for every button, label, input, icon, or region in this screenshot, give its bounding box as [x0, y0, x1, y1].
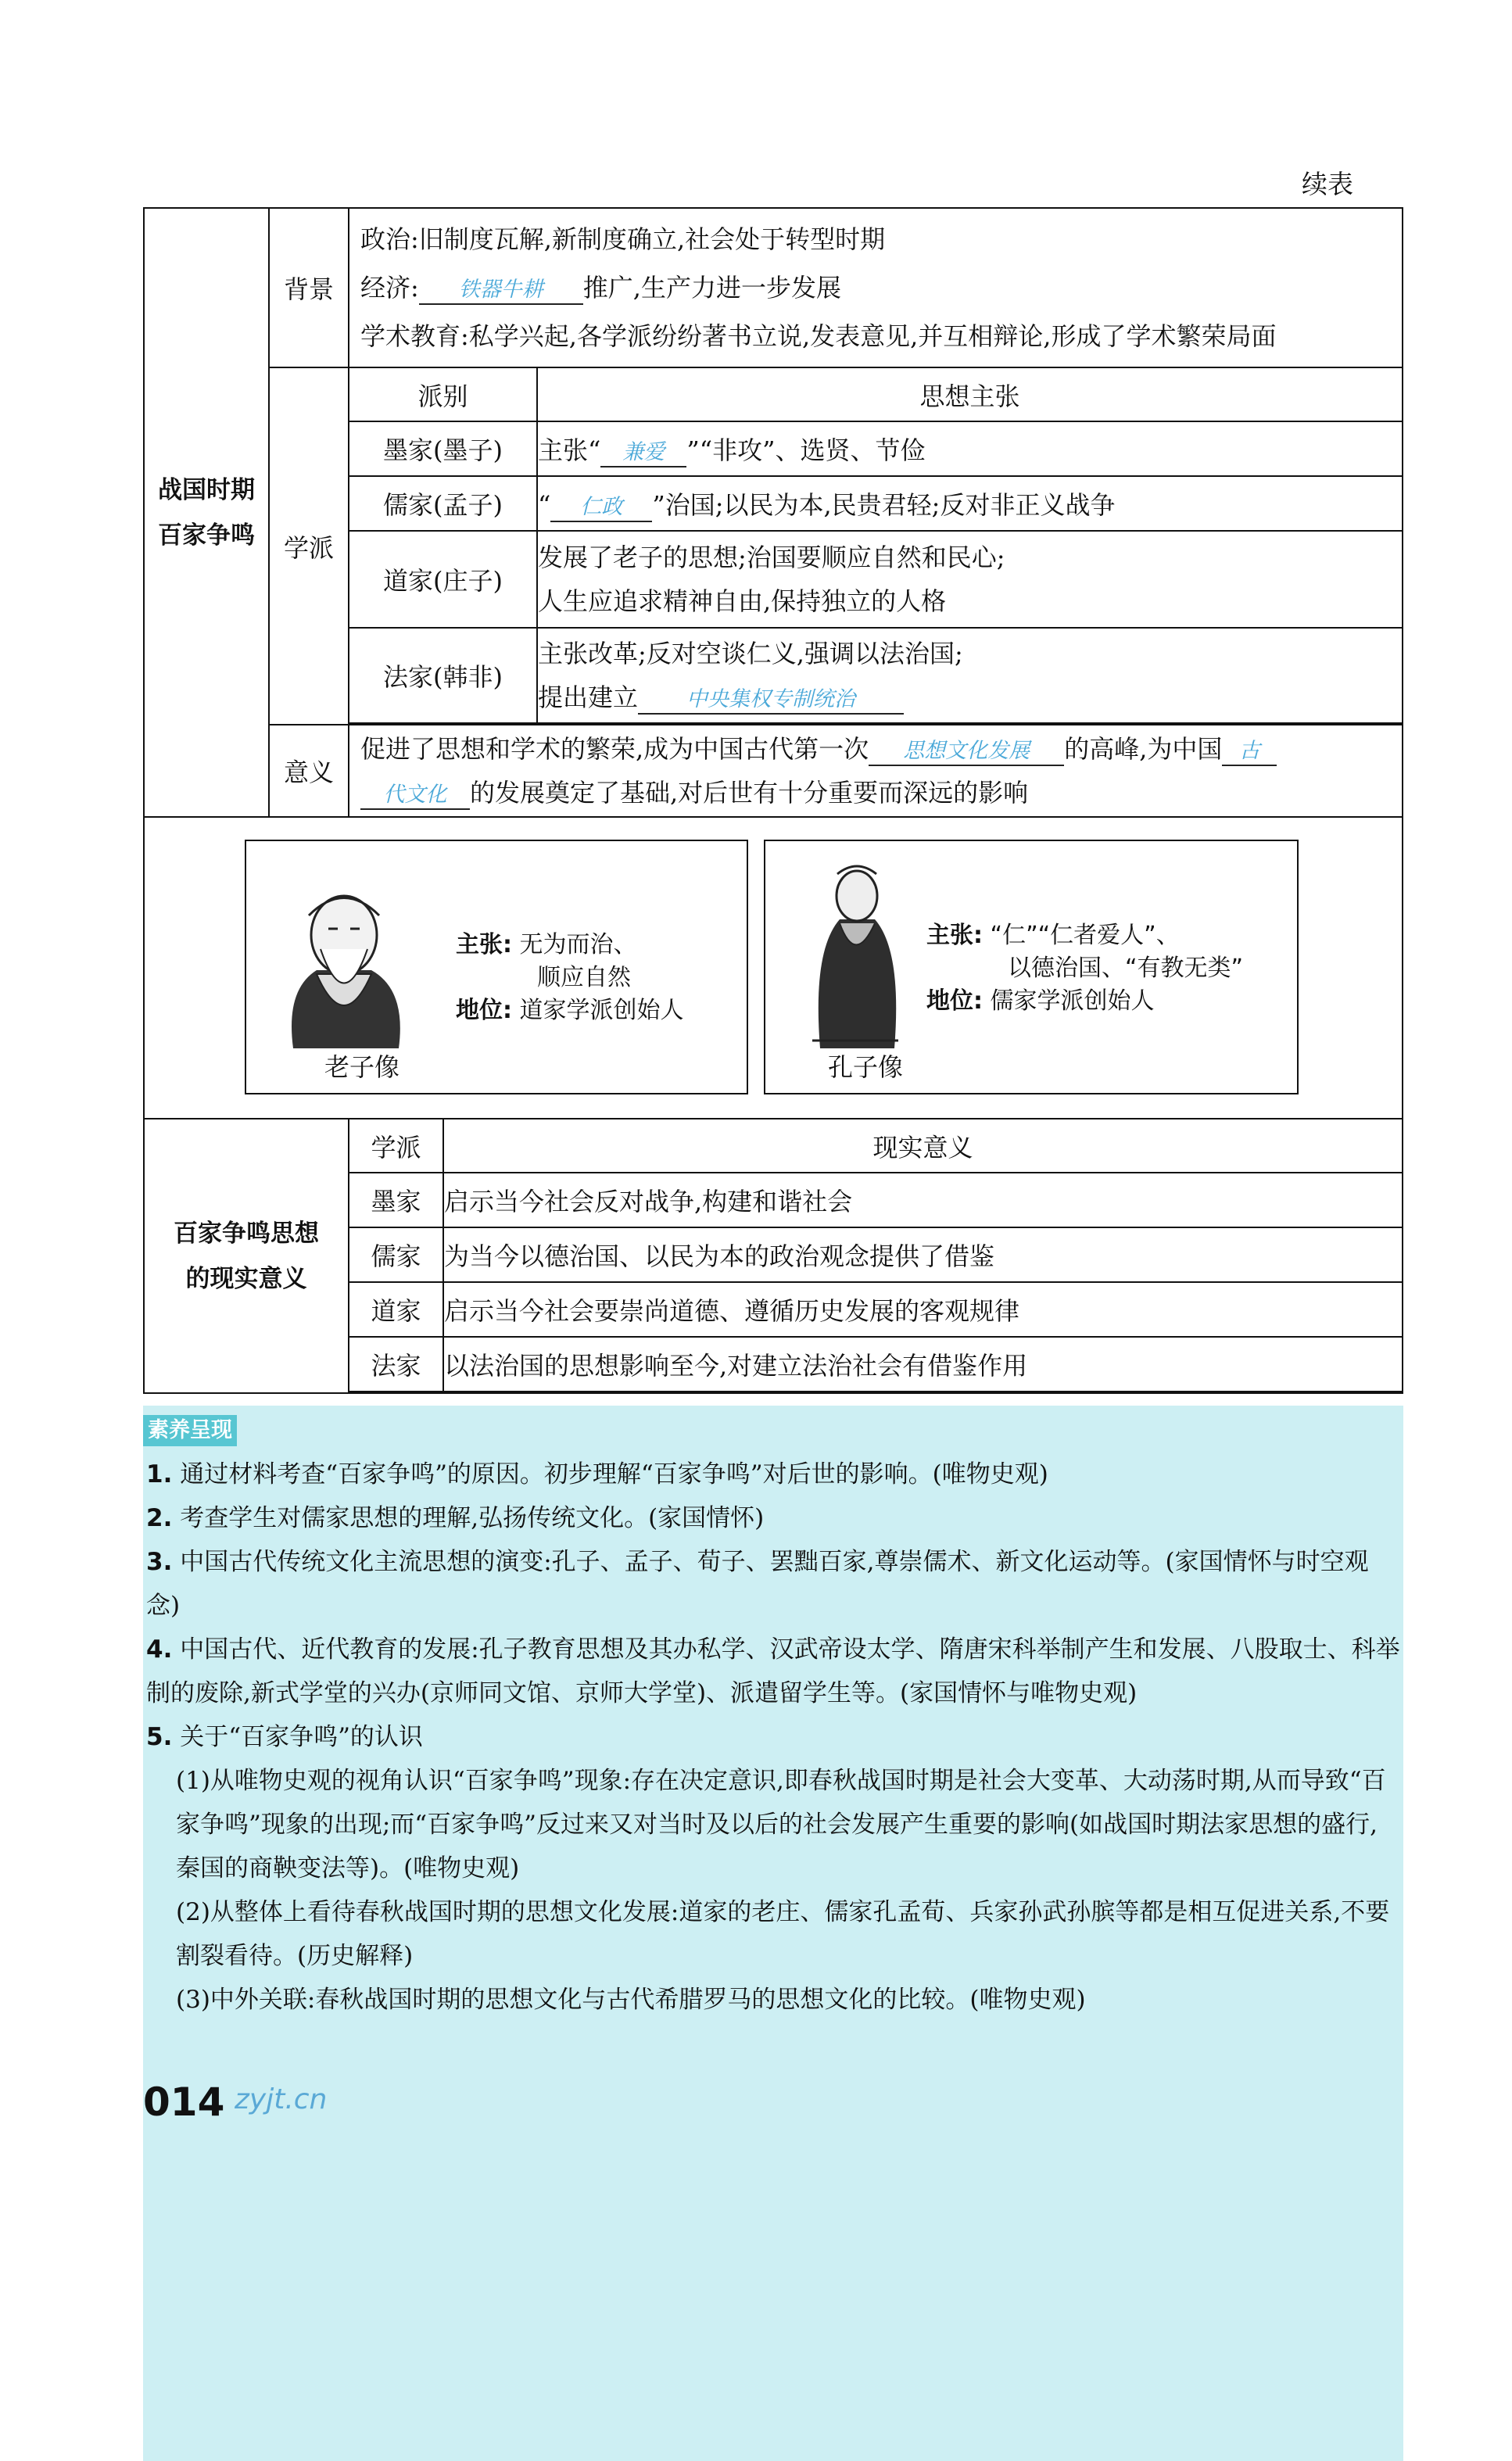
background-label: 背景 [269, 208, 349, 367]
kongzi-caption: 孔子像 [828, 1052, 904, 1082]
schools-table [349, 368, 1402, 724]
school-name: 墨家(墨子) [349, 421, 537, 476]
continued-label: 续表 [1302, 169, 1353, 199]
kongzi-claim: “仁”“仁者爱人”、 [990, 922, 1180, 949]
politics-line: 政治:旧制度瓦解,新制度确立,社会处于转型时期 [360, 224, 886, 254]
literacy-item: 1. 通过材料考查“百家争鸣”的原因。初步理解“百家争鸣”对后世的影响。(唯物史观) [146, 1460, 1048, 1488]
answer-blank: 兼爱 [600, 439, 686, 467]
meaning-cell: 启示当今社会要崇尚道德、遵循历史发展的客观规律 [443, 1282, 1402, 1337]
laozi-figure: 主张: 无为而治、 顺应自然 地位: 道家学派创始人 老子像 [245, 840, 748, 1094]
school-cell: 法家 [349, 1337, 443, 1392]
literacy-subitem: (1)从唯物史观的视角认识“百家争鸣”现象:存在决定意识,即春秋战国时期是社会大变革、大动荡时期,从而导致“百家争鸣”现象的出现;而“百家争鸣”反过来又对当时及以后的社会发展产生重要的影响(如战国时期法家思想的盛行,秦国的商鞅变法等)。(唯物史观) [176, 1767, 1386, 1882]
realistic-significance-title: 百家争鸣思想 的现实意义 [144, 1119, 349, 1393]
education-line: 学术教育:私学兴起,各学派纷纷著书立说,发表意见,并互相辩论,形成了学术繁荣局面 [360, 321, 1277, 351]
background-content [349, 208, 1403, 367]
schools-cell [349, 367, 1403, 725]
laozi-claim: 无为而治、 [519, 931, 637, 958]
main-table [143, 207, 1403, 1394]
meaning-cell: 以法治国的思想影响至今,对建立法治社会有借鉴作用 [443, 1337, 1402, 1392]
literacy-subitem: (3)中外关联:春秋战国时期的思想文化与古代希腊罗马的思想文化的比较。(唯物史观) [176, 1986, 1086, 2014]
school-name: 道家(庄子) [349, 531, 537, 628]
literacy-item: 3. 中国古代传统文化主流思想的演变:孔子、孟子、荀子、罢黜百家,尊崇儒术、新文化运动等。(家国情怀与时空观念) [146, 1548, 1369, 1620]
answer-blank: 仁政 [550, 494, 652, 522]
col-header-school: 派别 [349, 368, 537, 421]
school-name: 儒家(孟子) [349, 476, 537, 531]
kongzi-status: 儒家学派创始人 [990, 987, 1155, 1015]
schools-label: 学派 [269, 367, 349, 725]
school-ideas: 发展了老子的思想;治国要顺应自然和民心; 人生应追求精神自由,保持独立的人格 [537, 531, 1402, 628]
col-header-school: 学派 [349, 1119, 443, 1173]
realistic-table [349, 1119, 1402, 1392]
page-number: 014 [143, 2079, 225, 2125]
kongzi-portrait-image [797, 857, 914, 1052]
school-cell: 墨家 [349, 1173, 443, 1227]
answer-blank: 思想文化发展 [869, 738, 1064, 766]
laozi-portrait-image [262, 880, 426, 1052]
significance-text: 促进了思想和学术的繁荣,成为中国古代第一次 思想文化发展 的高峰,为中国 古 代文化 的发展奠定了基础,对后世有十分重要而深远的影响 [349, 725, 1403, 817]
school-ideas: “ 仁政 ”治国;以民为本,民贵君轻;反对非正义战争 [537, 476, 1402, 531]
era-title: 战国时期 百家争鸣 [144, 208, 269, 817]
laozi-caption: 老子像 [324, 1052, 400, 1082]
school-ideas: 主张“ 兼爱 ”“非攻”、选贤、节俭 [537, 421, 1402, 476]
school-cell: 儒家 [349, 1227, 443, 1282]
answer-blank: 代文化 [360, 782, 470, 810]
literacy-box [143, 1406, 1403, 2461]
realistic-cell [349, 1119, 1403, 1393]
kongzi-figure: 主张: “仁”“仁者爱人”、 以德治国、“有教无类” 地位: 儒家学派创始人 孔子像 [764, 840, 1299, 1094]
col-header-meaning: 现实意义 [443, 1119, 1402, 1173]
watermark: zyjt.cn [235, 2083, 328, 2115]
literacy-item: 2. 考查学生对儒家思想的理解,弘扬传统文化。(家国情怀) [146, 1504, 765, 1532]
literacy-item: 4. 中国古代、近代教育的发展:孔子教育思想及其办私学、汉武帝设太学、隋唐宋科举制产生和发展、八股取士、科举制的废除,新式学堂的兴办(京师同文馆、京师大学堂)、派遣留学生等。(家国情怀与唯物史观) [146, 1635, 1400, 1707]
significance-label: 意义 [269, 725, 349, 817]
answer-blank: 铁器牛耕 [419, 277, 583, 305]
literacy-subitem: (2)从整体上看待春秋战国时期的思想文化发展:道家的老庄、儒家孔孟荀、兵家孙武孙膑等都是相互促进关系,不要割裂看待。(历史解释) [176, 1898, 1390, 1970]
school-name: 法家(韩非) [349, 628, 537, 723]
literacy-item: 5. 关于“百家争鸣”的认识 [146, 1723, 423, 1751]
col-header-ideas: 思想主张 [537, 368, 1402, 421]
answer-blank: 中央集权专制统治 [638, 686, 904, 715]
school-cell: 道家 [349, 1282, 443, 1337]
meaning-cell: 为当今以德治国、以民为本的政治观念提供了借鉴 [443, 1227, 1402, 1282]
laozi-status: 道家学派创始人 [519, 997, 684, 1024]
figures-cell [144, 817, 1403, 1119]
meaning-cell: 启示当今社会反对战争,构建和谐社会 [443, 1173, 1402, 1227]
economy-line: 经济: 铁器牛耕 推广,生产力进一步发展 [349, 263, 1402, 312]
answer-blank: 古 [1222, 738, 1277, 766]
school-ideas: 主张改革;反对空谈仁义,强调以法治国; 提出建立 中央集权专制统治 [537, 628, 1402, 723]
literacy-heading: 素养呈现 [143, 1415, 237, 1446]
